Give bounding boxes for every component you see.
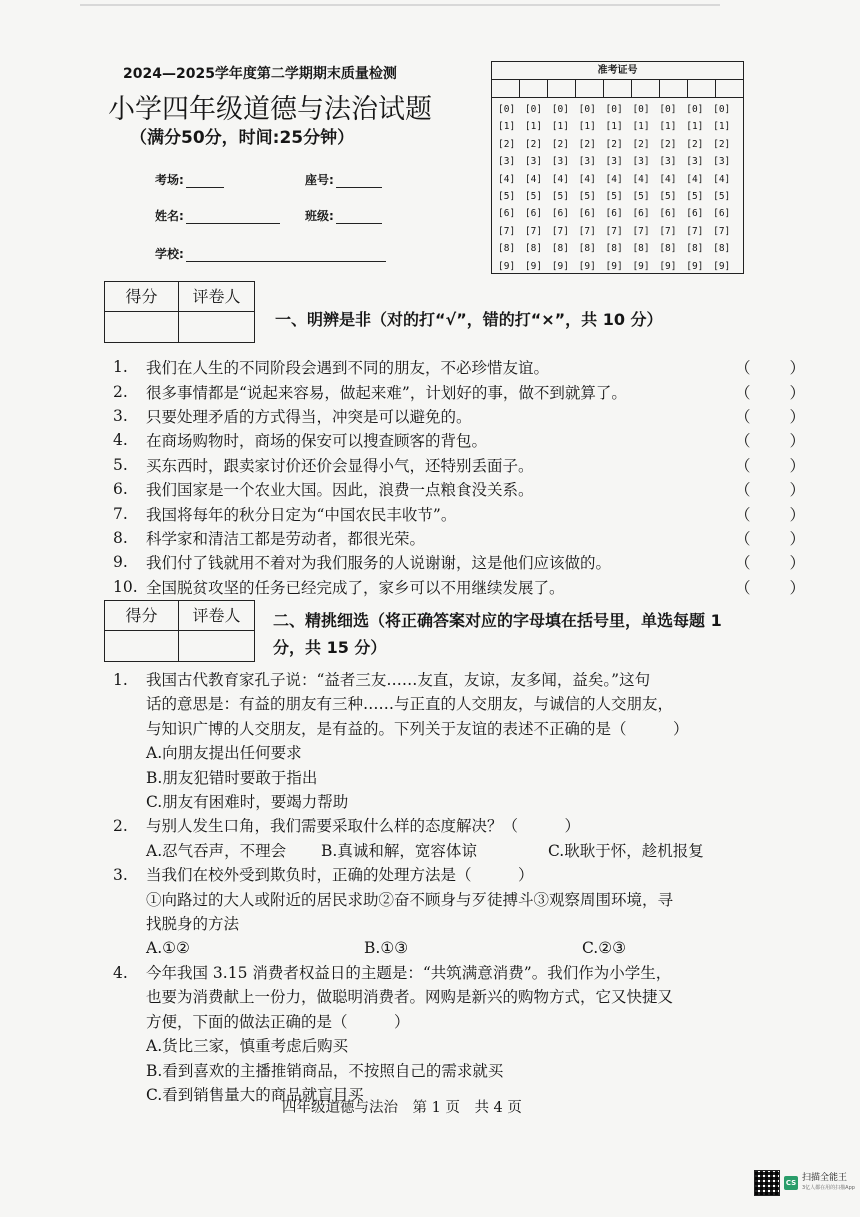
admission-digit-bubble[interactable]: [7] [551,225,569,237]
admission-digit-bubble[interactable]: [6] [659,208,677,220]
admission-digit-bubble[interactable]: [4] [713,173,731,185]
admission-digit-bubble[interactable]: [7] [578,225,596,237]
mc-question-body [146,814,808,863]
section2-title [273,607,722,661]
admission-digit-bubble[interactable]: [3] [524,156,543,168]
tf-item-text: 我们国家是一个农业大国。因此，浪费一点粮食没关系。 [146,481,534,500]
admission-digit-bubble[interactable]: [4] [605,173,623,185]
class-blank[interactable] [336,209,382,224]
score-label: 得分 [105,282,179,312]
tf-item-number: 5. [113,455,128,474]
mc-question-line: 方便，下面的做法正确的是（ ） [146,1012,410,1031]
admission-digit-bubble[interactable]: [7] [605,225,623,237]
admission-digit-bubble[interactable]: [8] [659,243,677,255]
mc-option-row [146,839,808,863]
admission-digit-bubble[interactable]: [9] [524,260,543,272]
paren-close: ） [789,383,805,402]
admission-digit-bubble[interactable]: [0] [524,104,543,115]
tf-item-text: 只要处理矛盾的方式得当，冲突是可以避免的。 [146,407,472,426]
scanner-name: 扫描全能王 [802,1173,848,1183]
mc-question-line: 与知识广博的人交朋友，是有益的。下列关于友谊的表述不正确的是（ ） [146,719,689,738]
tf-answer-blank[interactable] [735,356,805,378]
mc-question-body [146,961,808,1107]
name-field[interactable] [155,207,280,224]
tf-item-number: 3. [113,406,128,425]
section1-title: 一、明辨是非（对的打“√”，错的打“×”，共 10 分） [275,310,663,329]
mc-question-number: 2. [113,817,128,836]
paren-open: （ [735,383,751,402]
admission-digit-bubble[interactable]: [7] [632,225,650,237]
seat-label: 座号: [305,173,334,187]
mc-option[interactable]: B.①③ [364,939,409,958]
paren-close: ） [789,432,805,451]
admission-digit-bubble[interactable]: [8] [632,243,650,255]
mc-question-line: 话的意思是：有益的朋友有三种……与正直的人交朋友，与诚信的人交朋友， [146,695,674,714]
mc-question-line: 当我们在校外受到欺负时，正确的处理方法是（ ） [146,866,534,885]
tf-item-text: 我们在人生的不同阶段会遇到不同的朋友，不必珍惜友谊。 [146,359,550,378]
seat-field[interactable] [305,171,382,188]
mc-option[interactable]: A.货比三家，慎重考虑后购买 [146,1037,349,1056]
paren-open: （ [735,359,751,378]
admission-digit-bubble[interactable]: [0] [686,104,704,115]
admission-title: 准考证号 [492,62,743,80]
admission-box[interactable] [688,80,716,97]
admission-digit-bubble[interactable]: [3] [659,156,677,168]
tf-item-number: 4. [113,431,128,450]
tf-answer-blank[interactable] [735,429,805,451]
mc-question-line: 与别人发生口角，我们需要采取什么样的态度解决？（ ） [146,817,581,836]
admission-box[interactable] [492,80,520,97]
grader-label: 评卷人 [179,282,254,312]
admission-digit-bubble[interactable]: [2] [551,138,569,150]
admission-digit-bubble[interactable]: [8] [551,243,569,255]
admission-digit-bubble[interactable]: [1] [605,121,623,133]
paren-open: （ [735,456,751,475]
paren-open: （ [735,505,751,524]
tf-item [113,550,813,574]
admission-digit-bubble[interactable]: [2] [659,138,677,150]
admission-digit-bubble[interactable]: [5] [578,191,596,203]
tf-item-number: 9. [113,553,128,572]
paren-open: （ [735,578,751,597]
class-label: 班级: [305,209,334,223]
admission-digit-bubble[interactable]: [8] [524,243,543,255]
mc-option[interactable]: B.朋友犯错时要敢于指出 [146,768,318,787]
score-cell[interactable] [105,631,179,661]
qr-code-icon [754,1170,780,1196]
section2-title-line2: 分，共 15 分） [273,638,387,657]
paren-close: ） [789,505,805,524]
admission-digit-bubble[interactable]: [4] [551,173,569,185]
grader-cell[interactable] [179,312,254,342]
admission-digit-bubbles[interactable] [492,98,743,275]
paren-close: ） [789,481,805,500]
mc-question-line: 我国古代教育家孔子说：“益者三友……友直，友谅，友多闻，益矣。”这句 [146,671,651,689]
admission-digit-bubble[interactable]: [8] [578,243,596,255]
admission-digit-bubble[interactable]: [1] [632,121,650,133]
paren-open: （ [735,407,751,426]
tf-item-number: 6. [113,480,128,499]
tf-item-text: 在商场购物时，商场的保安可以搜查顾客的背包。 [146,432,488,451]
admission-digit-bubble[interactable]: [4] [686,173,704,185]
admission-digit-bubble[interactable]: [2] [632,138,650,150]
name-blank[interactable] [186,209,280,224]
mc-question-number: 3. [113,866,128,885]
name-label: 姓名: [155,209,184,223]
admission-box[interactable] [576,80,604,97]
mc-question-number: 1. [113,671,128,689]
tf-item [113,575,813,599]
tf-answer-blank[interactable] [735,381,805,403]
exam-room-blank[interactable] [186,173,224,188]
admission-digit-bubble[interactable]: [6] [498,208,516,220]
admission-digit-bubble[interactable]: [2] [578,138,596,150]
admission-write-boxes[interactable] [492,80,743,98]
admission-digit-bubble[interactable]: [4] [524,173,543,185]
admission-digit-bubble[interactable]: [3] [551,156,569,168]
admission-digit-bubble[interactable]: [2] [605,138,623,150]
admission-digit-bubble[interactable]: [1] [524,121,543,133]
tf-answer-blank[interactable] [735,454,805,476]
mc-question-body [146,863,808,961]
tf-answer-blank[interactable] [735,405,805,427]
admission-digit-bubble[interactable]: [3] [578,156,596,168]
score-cell[interactable] [105,312,179,342]
tf-answer-blank[interactable] [735,527,805,549]
tf-answer-blank[interactable] [735,576,805,598]
tf-item-number: 1. [113,358,128,377]
admission-digit-bubble[interactable]: [2] [498,138,516,150]
admission-digit-bubble[interactable]: [3] [713,156,731,168]
mc-question-line: 找脱身的方法 [146,915,240,934]
tf-item [113,453,813,477]
mc-question [113,863,808,961]
tf-item [113,404,813,428]
admission-digit-bubble[interactable]: [6] [632,208,650,220]
admission-box[interactable] [716,80,743,97]
tf-item [113,379,813,403]
grader-label: 评卷人 [179,601,254,631]
admission-digit-bubble[interactable]: [2] [713,138,731,150]
mc-question [113,814,808,863]
admission-digit-bubble[interactable]: [0] [551,104,569,115]
mc-option[interactable]: A.忍气吞声，不理会 [146,841,287,860]
mc-question [113,961,808,1107]
admission-digit-bubble[interactable]: [3] [686,156,704,168]
admission-digit-bubble[interactable]: [9] [578,260,596,272]
admission-digit-bubble[interactable]: [0] [498,104,516,115]
admission-digit-bubble[interactable]: [1] [551,121,569,133]
admission-digit-bubble[interactable]: [9] [551,260,569,272]
admission-digit-bubble[interactable]: [9] [605,260,623,272]
mc-option[interactable]: B.真诚和解，宽容体谅 [321,841,477,860]
mc-option[interactable]: C.②③ [582,939,627,958]
admission-box[interactable] [660,80,688,97]
mc-question-line: 今年我国 3.15 消费者权益日的主题是：“共筑满意消费”。我们作为小学生， [146,963,672,982]
tf-item-text: 我国将每年的秋分日定为“中国农民丰收节”。 [146,505,457,524]
admission-digit-bubble[interactable]: [7] [524,225,543,237]
admission-digit-bubble[interactable]: [8] [498,243,516,255]
paren-close: ） [789,578,805,597]
tf-item-text: 我们付了钱就用不着对为我们服务的人说谢谢，这是他们应该做的。 [146,554,612,573]
admission-digit-bubble[interactable]: [6] [578,208,596,220]
admission-digit-bubble[interactable]: [3] [605,156,623,168]
mc-question-body [146,668,808,814]
admission-digit-bubble[interactable]: [9] [632,260,650,272]
admission-digit-bubble[interactable]: [5] [632,191,650,203]
mc-option[interactable]: B.看到喜欢的主播推销商品，不按照自己的需求就买 [146,1061,504,1080]
school-label: 学校: [155,247,184,261]
admission-digit-bubble[interactable]: [0] [713,104,731,115]
admission-digit-bubble[interactable]: [2] [686,138,704,150]
exam-subtitle: （满分50分，时间:25分钟） [130,128,355,148]
admission-digit-bubble[interactable]: [6] [524,208,543,220]
admission-digit-bubble[interactable]: [5] [686,191,704,203]
paren-open: （ [735,554,751,573]
camscanner-logo-icon: CS [784,1176,798,1190]
admission-digit-bubble[interactable]: [4] [659,173,677,185]
admission-digit-bubble[interactable]: [2] [524,138,543,150]
admission-digit-bubble[interactable]: [7] [498,225,516,237]
tf-item [113,501,813,525]
admission-digit-bubble[interactable]: [5] [659,191,677,203]
mc-option[interactable]: C.朋友有困难时，要竭力帮助 [146,793,349,812]
tf-item [113,428,813,452]
admission-box[interactable] [520,80,548,97]
admission-digit-bubble[interactable]: [4] [578,173,596,185]
admission-digit-bubble[interactable]: [4] [498,173,516,185]
admission-box[interactable] [632,80,660,97]
exam-year-line: 2024—2025学年度第二学期期末质量检测 [123,66,397,82]
admission-digit-bubble[interactable]: [9] [686,260,704,272]
paren-close: ） [789,407,805,426]
scanner-watermark [754,1170,855,1196]
tf-item-number: 10. [113,577,138,596]
mc-question-number: 4. [113,963,128,982]
mc-question [113,668,808,814]
admission-digit-bubble[interactable]: [1] [659,121,677,133]
paren-close: ） [789,529,805,548]
admission-digit-bubble[interactable]: [6] [686,208,704,220]
section1-score-box [104,281,255,343]
admission-digit-bubble[interactable]: [1] [713,121,731,133]
admission-digit-bubble[interactable]: [7] [659,225,677,237]
page-footer: 四年级道德与法治 第 1 页 共 4 页 [282,1100,522,1116]
admission-digit-bubble[interactable]: [1] [578,121,596,133]
exam-room-label: 考场: [155,173,184,187]
tf-answer-blank[interactable] [735,503,805,525]
admission-digit-bubble[interactable]: [5] [713,191,731,203]
exam-room-field[interactable] [155,171,224,188]
seat-blank[interactable] [336,173,382,188]
mc-option[interactable]: A.①② [146,939,190,958]
tf-answer-blank[interactable] [735,551,805,573]
school-blank[interactable] [186,247,386,262]
paren-close: ） [789,359,805,378]
admission-digit-bubble[interactable]: [5] [605,191,623,203]
admission-digit-bubble[interactable]: [0] [632,104,650,115]
admission-digit-bubble[interactable]: [9] [713,260,731,272]
admission-digit-bubble[interactable]: [6] [551,208,569,220]
admission-digit-bubble[interactable]: [1] [686,121,704,133]
class-field[interactable] [305,207,382,224]
tf-item-text: 很多事情都是“说起来容易，做起来难”，计划好的事，做不到就算了。 [146,383,627,402]
admission-digit-bubble[interactable]: [0] [659,104,677,115]
admission-digit-bubble[interactable]: [0] [605,104,623,115]
page-top-edge [80,4,720,6]
scanner-sub: 3亿人都在用的扫描App [802,1185,855,1191]
exam-title: 小学四年级道德与法治试题 [108,94,432,125]
true-false-list [113,355,813,599]
admission-digit-bubble[interactable]: [8] [713,243,731,255]
tf-item-text: 买东西时，跟卖家讨价还价会显得小气，还特别丢面子。 [146,456,534,475]
paren-open: （ [735,432,751,451]
mc-option-row [146,936,808,960]
grader-cell[interactable] [179,631,254,661]
admission-digit-bubble[interactable]: [7] [713,225,731,237]
admission-digit-bubble[interactable]: [3] [498,156,516,168]
admission-digit-bubble[interactable]: [5] [524,191,543,203]
admission-box[interactable] [548,80,576,97]
admission-digit-bubble[interactable]: [3] [632,156,650,168]
admission-digit-bubble[interactable]: [7] [686,225,704,237]
admission-digit-bubble[interactable]: [9] [498,260,516,272]
multiple-choice-list [113,668,808,1107]
section2-score-box [104,600,255,662]
paren-open: （ [735,529,751,548]
tf-item-text: 全国脱贫攻坚的任务已经完成了，家乡可以不用继续发展了。 [146,578,565,597]
admission-digit-bubble[interactable]: [5] [551,191,569,203]
section2-title-line1: 二、精挑细选（将正确答案对应的字母填在括号里，单选每题 1 [273,611,722,630]
mc-question-line: 也要为消费献上一份力，做聪明消费者。网购是新兴的购物方式，它又快捷又 [146,988,674,1007]
tf-item-number: 7. [113,504,128,523]
school-field[interactable] [155,245,386,262]
admission-digit-bubble[interactable]: [9] [659,260,677,272]
paren-close: ） [789,554,805,573]
tf-item-number: 8. [113,528,128,547]
admission-number-grid [491,61,744,274]
admission-box[interactable] [604,80,632,97]
tf-item-text: 科学家和清洁工都是劳动者，都很光荣。 [146,529,426,548]
admission-digit-bubble[interactable]: [8] [605,243,623,255]
scanner-text [802,1173,855,1193]
mc-option[interactable]: C.耿耿于怀，趁机报复 [548,841,704,860]
score-label: 得分 [105,601,179,631]
mc-question-line: ①向路过的大人或附近的居民求助②奋不顾身与歹徒搏斗③观察周围环境，寻 [146,890,674,909]
admission-digit-bubble[interactable]: [1] [498,121,516,133]
paren-open: （ [735,481,751,500]
admission-digit-bubble[interactable]: [6] [713,208,731,220]
admission-digit-bubble[interactable]: [6] [605,208,623,220]
tf-item [113,477,813,501]
tf-item [113,526,813,550]
admission-digit-bubble[interactable]: [4] [632,173,650,185]
tf-item [113,355,813,379]
tf-item-number: 2. [113,382,128,401]
tf-answer-blank[interactable] [735,478,805,500]
admission-digit-bubble[interactable]: [0] [578,104,596,115]
mc-option[interactable]: C.看到销售量大的商品就盲目买 [146,1085,364,1104]
mc-option[interactable]: A.向朋友提出任何要求 [146,744,302,763]
admission-digit-bubble[interactable]: [8] [686,243,704,255]
paren-close: ） [789,456,805,475]
admission-digit-bubble[interactable]: [5] [498,191,516,203]
